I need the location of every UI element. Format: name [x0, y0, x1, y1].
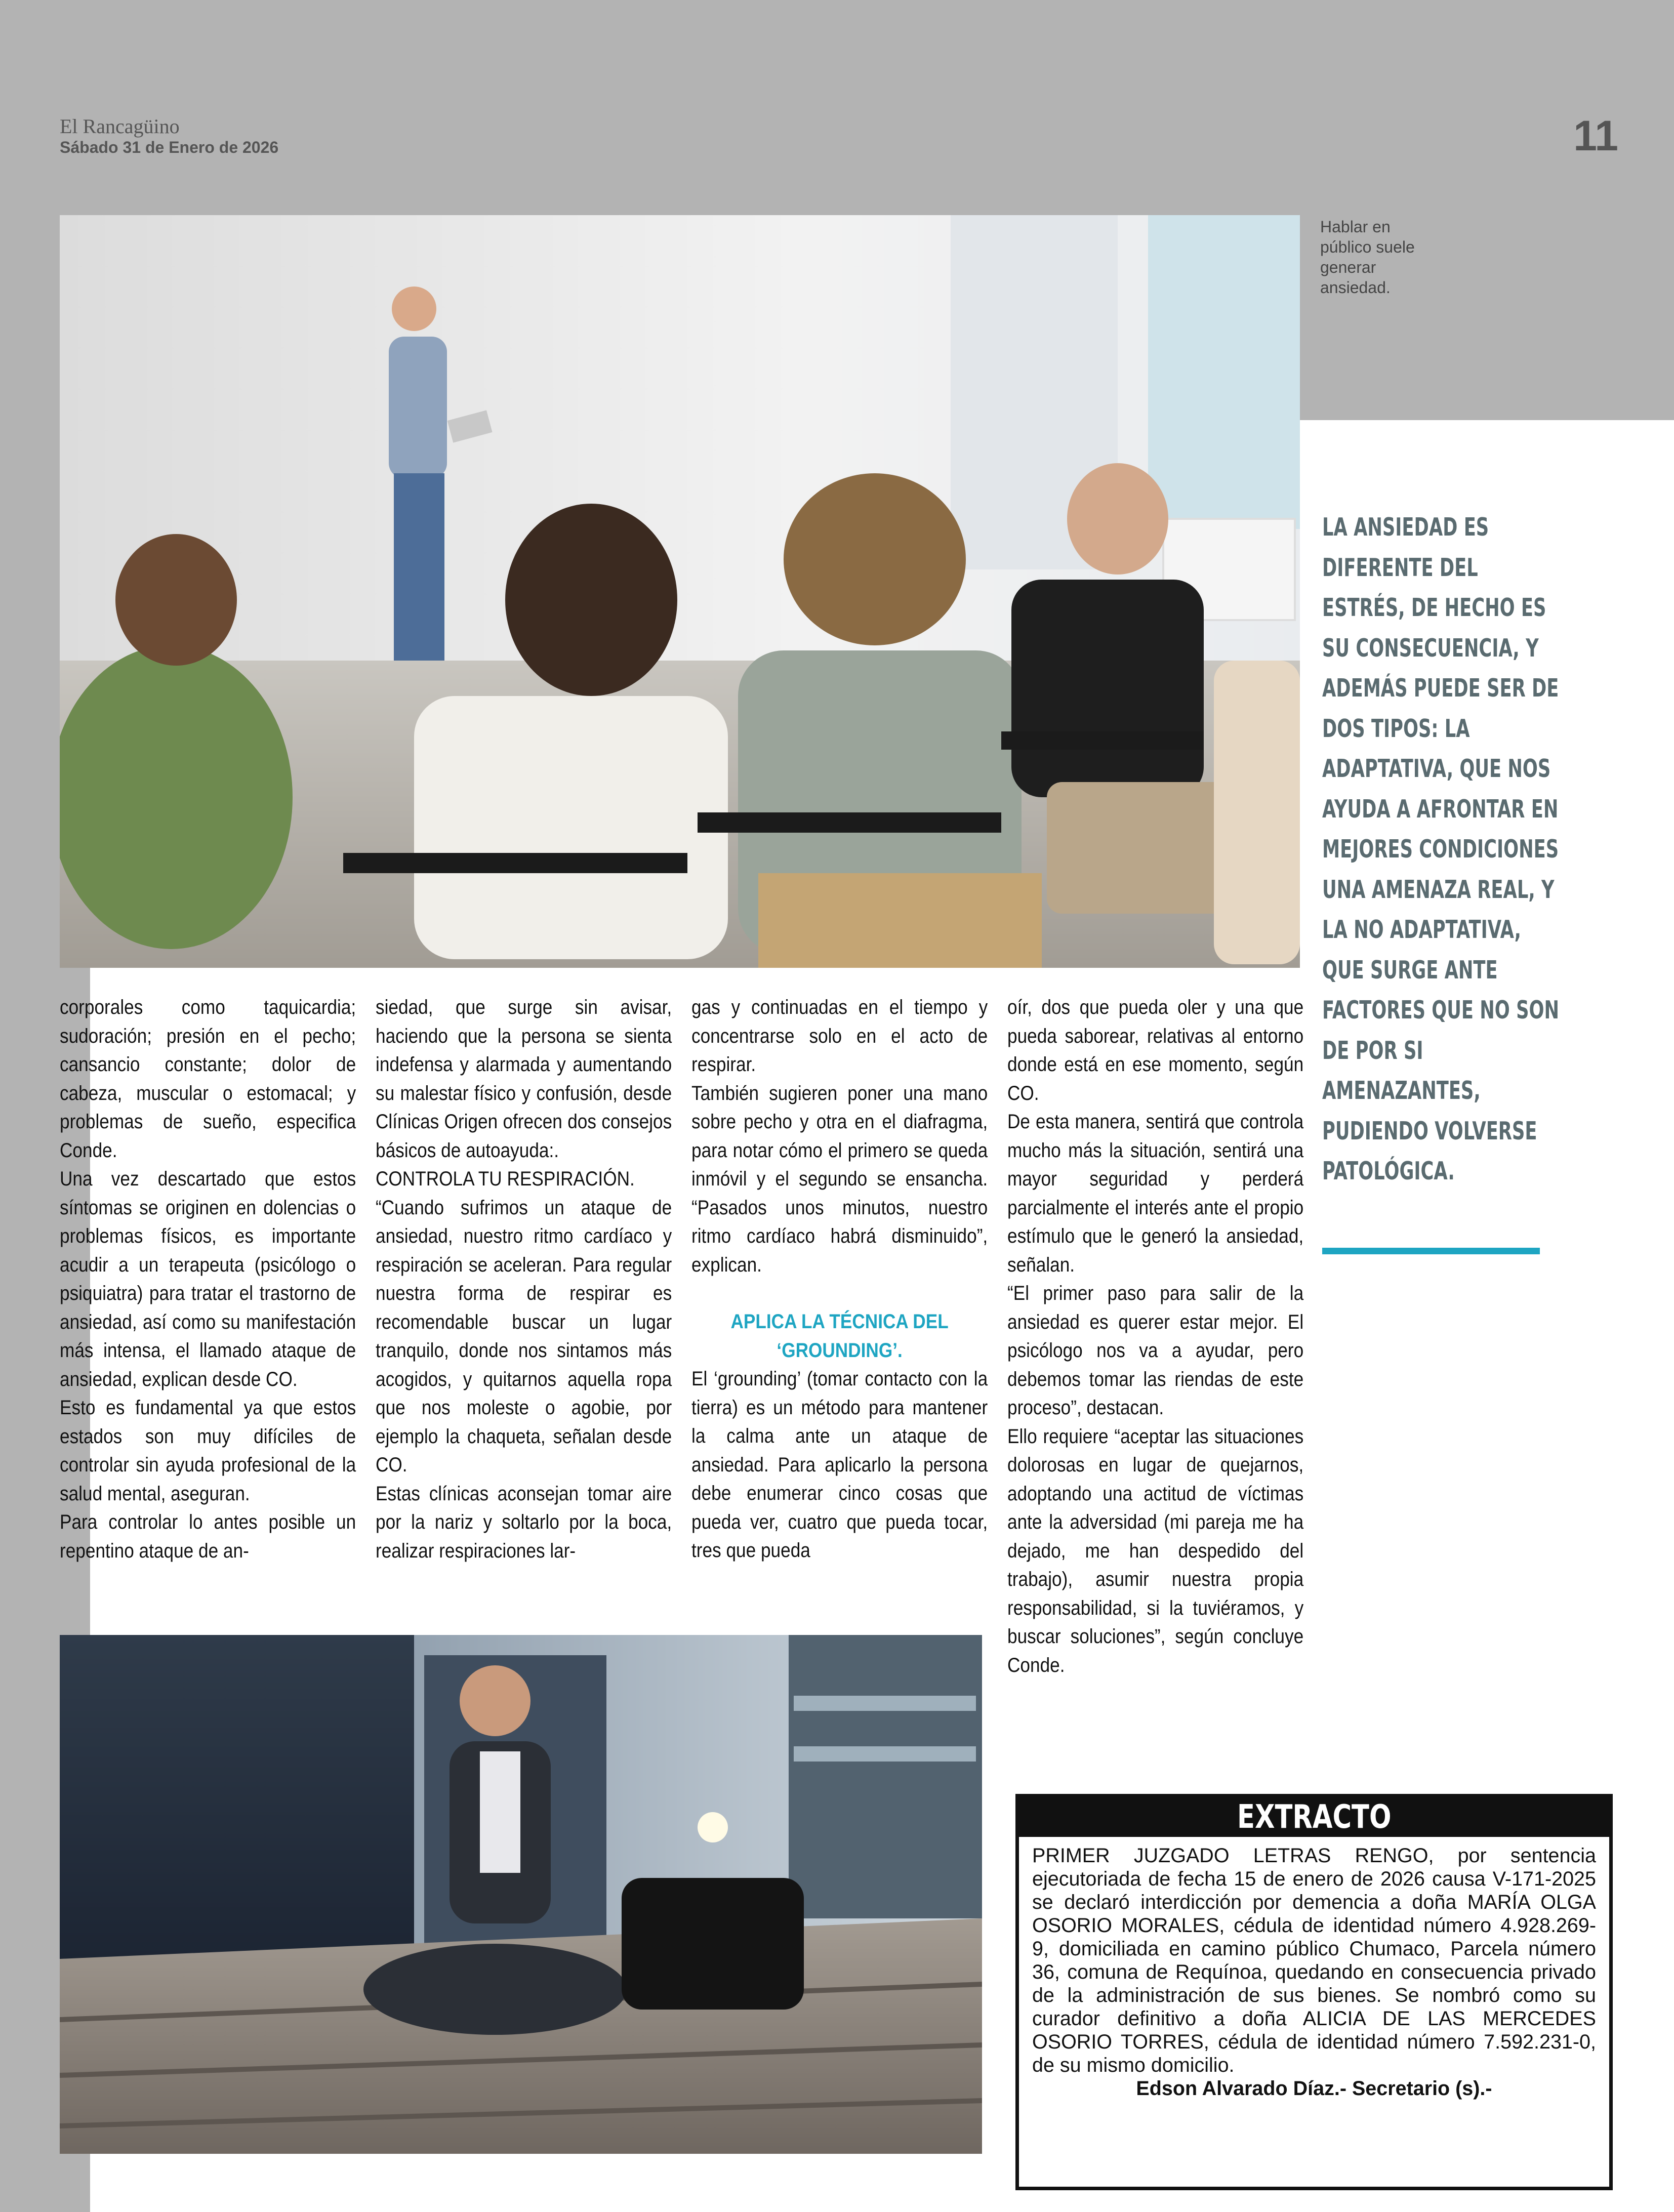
paragraph: Una vez descartado que estos síntomas se originen en dolencias o problemas físicos, es importante acudir a un terapeuta (psicólogo o psiquiatra) para tratar el trastorno de ansiedad, así como su manifestación más intensa, el llamado ataque de ansiedad, explican desde CO.: [60, 1168, 356, 1390]
photo-caption: Hablar en público suele generar ansiedad.: [1320, 218, 1415, 297]
paragraph: oír, dos que pueda oler y una que pueda saborear, relativas al entorno donde está en ese momento, según CO.: [1007, 996, 1304, 1104]
section-heading: CONTROLA TU RESPIRACIÓN.: [376, 1168, 635, 1190]
paragraph: siedad, que surge sin avisar, haciendo que la persona se sienta indefensa y alarmada y aumentando su malestar físico y confusión, desde Clínicas Origen ofrecen dos consejos básicos de autoayuda:.: [376, 996, 672, 1162]
article-column-3: [691, 993, 988, 1565]
legal-notice-box: [1015, 1794, 1613, 2190]
meditation-photo: [60, 1635, 982, 2154]
paragraph: Esto es fundamental ya que estos estados son muy difíciles de controlar sin ayuda profesional de la salud mental, aseguran.: [60, 1397, 356, 1505]
masthead: [60, 115, 278, 157]
paragraph: El ‘grounding’ (tomar contacto con la tierra) es un método para mantener la calma ante un ataque de ansiedad. Para aplicarlo la persona debe enumerar cinco cosas que pueda ver, cuatro que pueda tocar, tres que pueda: [691, 1368, 988, 1562]
issue-date: Sábado 31 de Enero de 2026: [60, 138, 279, 156]
legal-notice-title: [1019, 1797, 1609, 1837]
subheading-grounding: APLICA LA TÉCNICA DEL ‘GROUNDING’.: [730, 1310, 949, 1362]
paragraph: gas y continuadas en el tiempo y concentrarse solo en el acto de respirar.: [691, 996, 988, 1076]
article-column-2: [376, 993, 672, 1565]
legal-notice-title-text: EXTRACTO: [1237, 1798, 1392, 1836]
paragraph: Para controlar lo antes posible un repentino ataque de an-: [60, 1511, 356, 1562]
article-column-1: [60, 993, 356, 1565]
paragraph: corporales como taquicardia; sudoración; presión en el pecho; cansancio constante; dolor de cabeza, muscular o estomacal; y problemas de sueño, especifica Conde.: [60, 996, 356, 1162]
legal-notice-body: PRIMER JUZGADO LETRAS RENGO, por sentencia ejecutoriada de fecha 15 de enero de 2026 causa V-171-2025 se declaró interdicción por demencia a doña MARÍA OLGA OSORIO MORALES, cédula de identidad número 4.928.269- 9, domiciliada en camino público Chumaco, Parcela número 36, comuna de Requínoa, quedando en consecuencia privado de la administración de sus bienes. Se nombró como su curador definitivo a doña ALICIA DE LAS MERCEDES OSORIO TORRES, cédula de identidad número 7.592.231-0, de su mismo domicilio.: [1032, 1845, 1596, 2076]
audience-photo: [60, 215, 1300, 968]
paragraph: Ello requiere “aceptar las situaciones dolorosas en lugar de quejarnos, adoptando una actitud de víctimas ante la adversidad (mi pareja me ha dejado, me han despedido del trabajo), asumir nuestra propia responsabilidad, si la tuviéramos, y buscar soluciones”, según concluye Conde.: [1007, 1425, 1304, 1676]
paragraph: También sugieren poner una mano sobre pecho y otra en el diafragma, para notar cómo el primero se queda inmóvil y el segundo se ensancha. “Pasados unos minutos, nuestro ritmo cardíaco habrá disminuido”, explican.: [691, 1082, 988, 1276]
pull-quote-text: LA ANSIEDAD ES DIFERENTE DEL ESTRÉS, DE HECHO ES SU CONSECUENCIA, Y ADEMÁS PUEDE SER DE DOS TIPOS: LA ADAPTATIVA, QUE NOS AYUDA A AFRONTAR EN MEJORES CONDICIONES UNA AMENAZA REAL, Y LA NO ADAPTATIVA, QUE SURGE ANTE FACTORES QUE NO SON DE POR SI AMENAZANTES, PUDIENDO VOLVERSE PATOLÓGICA.: [1322, 513, 1560, 1185]
paper-name: El Rancagüino: [60, 115, 180, 138]
pull-quote: [1322, 507, 1560, 1192]
legal-notice-signature: Edson Alvarado Díaz.- Secretario (s).-: [1136, 2077, 1492, 2100]
paragraph: “Cuando sufrimos un ataque de ansiedad, nuestro ritmo cardíaco y respiración se aceleran. Para regular nuestra forma de respirar es recomendable buscar un lugar tranquilo, donde nos sintamos más acogidos, y quitarnos aquella ropa que nos moleste o agobie, por ejemplo la chaqueta, señalan desde CO.: [376, 1196, 672, 1476]
paragraph: “El primer paso para salir de la ansiedad es querer estar mejor. El psicólogo nos va a ayudar, pero debemos tomar las riendas de este proceso”, destacan.: [1007, 1282, 1304, 1419]
pull-quote-rule: [1322, 1248, 1540, 1254]
paragraph: De esta manera, sentirá que controla mucho más la situación, sentirá una mayor seguridad y perderá parcialmente el interés ante el propio estímulo que le generó la ansiedad, señalan.: [1007, 1111, 1304, 1276]
paragraph: Estas clínicas aconsejan tomar aire por la nariz y soltarlo por la boca, realizar respiraciones lar-: [376, 1482, 672, 1562]
page-number: 11: [1573, 112, 1618, 159]
article-column-4: [1007, 993, 1303, 1680]
